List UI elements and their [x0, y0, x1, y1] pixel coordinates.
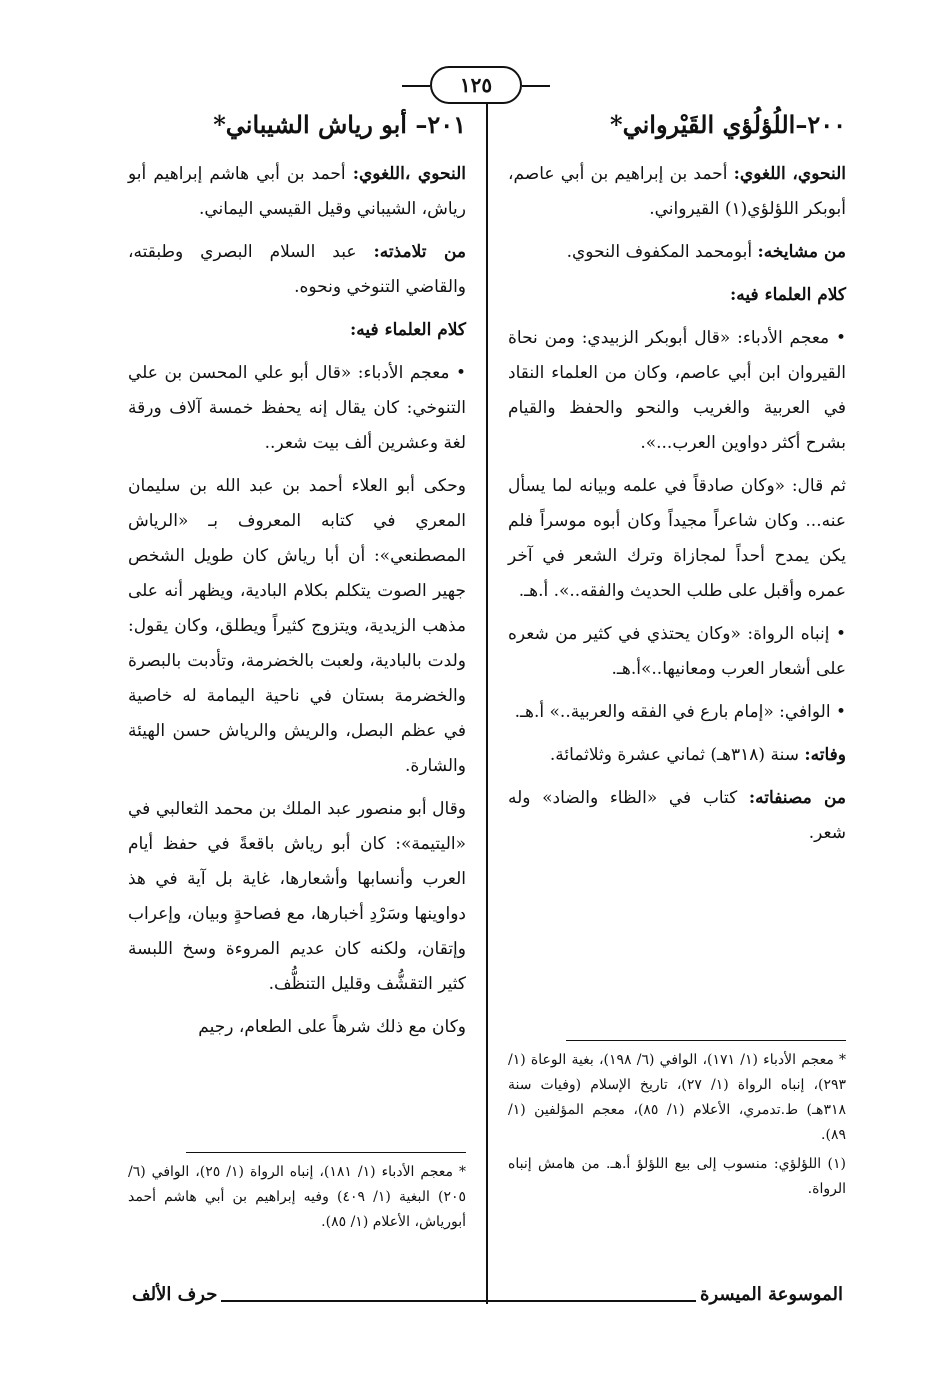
left-paragraph-label: كلام العلماء فيه: — [350, 320, 466, 340]
left-paragraph — [128, 356, 466, 461]
left-column — [128, 110, 466, 1053]
right-paragraph — [508, 781, 846, 851]
right-paragraph-label: من مصنفاته: — [748, 788, 846, 808]
left-paragraph — [128, 1010, 466, 1045]
right-paragraph-text: أبومحمد المكفوف النحوي. — [566, 242, 758, 262]
right-column — [508, 110, 846, 859]
footnotes-left — [128, 1160, 466, 1239]
right-footnote: * معجم الأدباء (١/ ١٧١)، الوافي (٦/ ١٩٨)، بغية الوعاة (١/ ٢٩٣)، إنباه الرواة (١/ ٢٧)، تاريخ الإسلام (وفيات سنة ٣١٨هـ) ط.تدمري، الأعلام (١/ ٨٥)، معجم المؤلفين (١/ ٨٩). — [508, 1052, 847, 1143]
left-paragraph-label: من تلامذته: — [373, 242, 466, 262]
right-paragraph-label: من مشايخه: — [757, 242, 846, 262]
right-paragraph-label: كلام العلماء فيه: — [730, 285, 846, 305]
column-divider — [486, 104, 488, 1304]
left-paragraph-text: أحمد بن أبي هاشم إبراهيم أبو رياش، الشيباني وقيل القيسي اليماني. — [128, 164, 466, 219]
right-paragraph-text: أحمد بن إبراهيم بن أبي عاصم، أبوبكر اللؤلؤي(١) القيرواني. — [508, 164, 846, 219]
right-paragraph — [508, 695, 846, 730]
left-paragraph-text: وقال أبو منصور عبد الملك بن محمد الثعالبي في «اليتيمة»: كان أبو رياش باقعةً في حفظ أيام العرب وأنسابها وأشعارها، غاية بل آية في هذ دواوينها وسَرْدِ أخبارها، مع فصاحةٍ وبيان، وإعراب وإتقان، ولكنه كان عديم المروءة وسخ اللبسة كثير التقشُّف وقليل التنظُّف. — [128, 799, 466, 994]
left-paragraph — [128, 157, 466, 227]
right-paragraph-text: • إنباه الرواة: «وكان يحتذي في كثير من شعره على أشعار العرب ومعانيها..»أ.هـ. — [508, 624, 846, 679]
right-paragraph-text: كتاب في «الظاء والضاد» وله شعر. — [508, 788, 846, 843]
left-paragraph-label: النحوي ،اللغوي: — [352, 164, 466, 184]
right-paragraph-text: • معجم الأدباء: «قال أبوبكر الزبيدي: ومن نحاة القيروان ابن أبي عاصم، وكان من العلماء النقاد في العربية والغريب والنحو والحفظ والقيام بشرح أكثر دواوين العرب...». — [508, 328, 846, 453]
right-paragraph — [508, 617, 846, 687]
entry-title-200: ٢٠٠–اللُؤلُؤي القَيْرواني* — [610, 110, 846, 139]
right-paragraph — [508, 278, 846, 313]
left-paragraph — [128, 235, 466, 305]
left-paragraph-text: عبد السلام البصري وطبقته، والقاضي التنوخي ونحوه. — [128, 242, 466, 297]
footer-section-label: حرف الألف — [128, 1284, 221, 1305]
footnote-rule-left — [186, 1152, 466, 1153]
left-paragraph-text: • معجم الأدباء: «قال أبو علي المحسن بن علي التنوخي: كان يقال إنه يحفظ خمسة آلاف ورقة لغة وعشرين ألف بيت شعر.. — [128, 363, 466, 453]
left-paragraph — [128, 792, 466, 1002]
right-paragraph-label: النحوي، اللغوي: — [733, 164, 846, 184]
entry-title-201: ٢٠١– أبو رياش الشيباني* — [213, 110, 466, 139]
left-paragraph-text: وكان مع ذلك شرهاً على الطعام، رجيم — [198, 1017, 466, 1037]
right-paragraph — [508, 469, 846, 609]
footnote-rule-right — [566, 1040, 846, 1041]
right-paragraph-text: • الوافي: «إمام بارع في الفقه والعربية..» أ.هـ. — [514, 702, 846, 722]
right-footnote: (١) اللؤلؤي: منسوب إلى بيع اللؤلؤ أ.هـ. من هامش إنباه الرواة. — [508, 1156, 846, 1197]
left-footnote: * معجم الأدباء (١/ ١٨١)، إنباه الرواة (١/ ٢٥)، الوافي (٦/ ٢٠٥) البغية (١/ ٤٠٩) وفيه إبراهيم بن أبي هاشم أحمد أبورياش، الأعلام (١/ ٨٥). — [128, 1164, 466, 1230]
right-paragraph-text: ثم قال: «وكان صادقاً في علمه وبيانه لما يسأل عنه... وكان شاعراً مجيداً وكان أبوه موسراً فلم يكن يمدح أحداً لمجازاة وترك الشعر في آخر عمره وأقبل على طلب الحديث والفقه..». أ.هـ. — [508, 476, 846, 601]
left-paragraph — [128, 313, 466, 348]
right-paragraph — [508, 321, 846, 461]
right-paragraph — [508, 235, 846, 270]
right-paragraph-label: وفاته: — [804, 745, 846, 765]
footer-book-title: الموسوعة الميسرة — [696, 1284, 847, 1305]
page-number: ١٢٥ — [430, 66, 522, 104]
right-paragraph — [508, 157, 846, 227]
footnotes-right — [508, 1048, 846, 1206]
left-paragraph-text: وحكى أبو العلاء أحمد بن عبد الله بن سليمان المعري في كتابه المعروف بـ «الرياش المصطنعي»: أن أبا رياش كان طويل الشخص جهير الصوت يتكلم بكلام البادية، ويظهر أنه على مذهب الزيدية، ويتزوج كثيراً ويطلق، وكان يقول: ولدت بالبادية، ولعبت بالخضرمة، وتأدبت بالبصرة والخضرمة بستان في ناحية اليمامة له خاصية في عظم البصل، والريش والرياش حسن الهيئة والشارة. — [128, 476, 466, 776]
right-paragraph-text: سنة (٣١٨هـ) ثماني عشرة وثلاثمائة. — [549, 745, 805, 765]
left-paragraph — [128, 469, 466, 784]
right-paragraph — [508, 738, 846, 773]
